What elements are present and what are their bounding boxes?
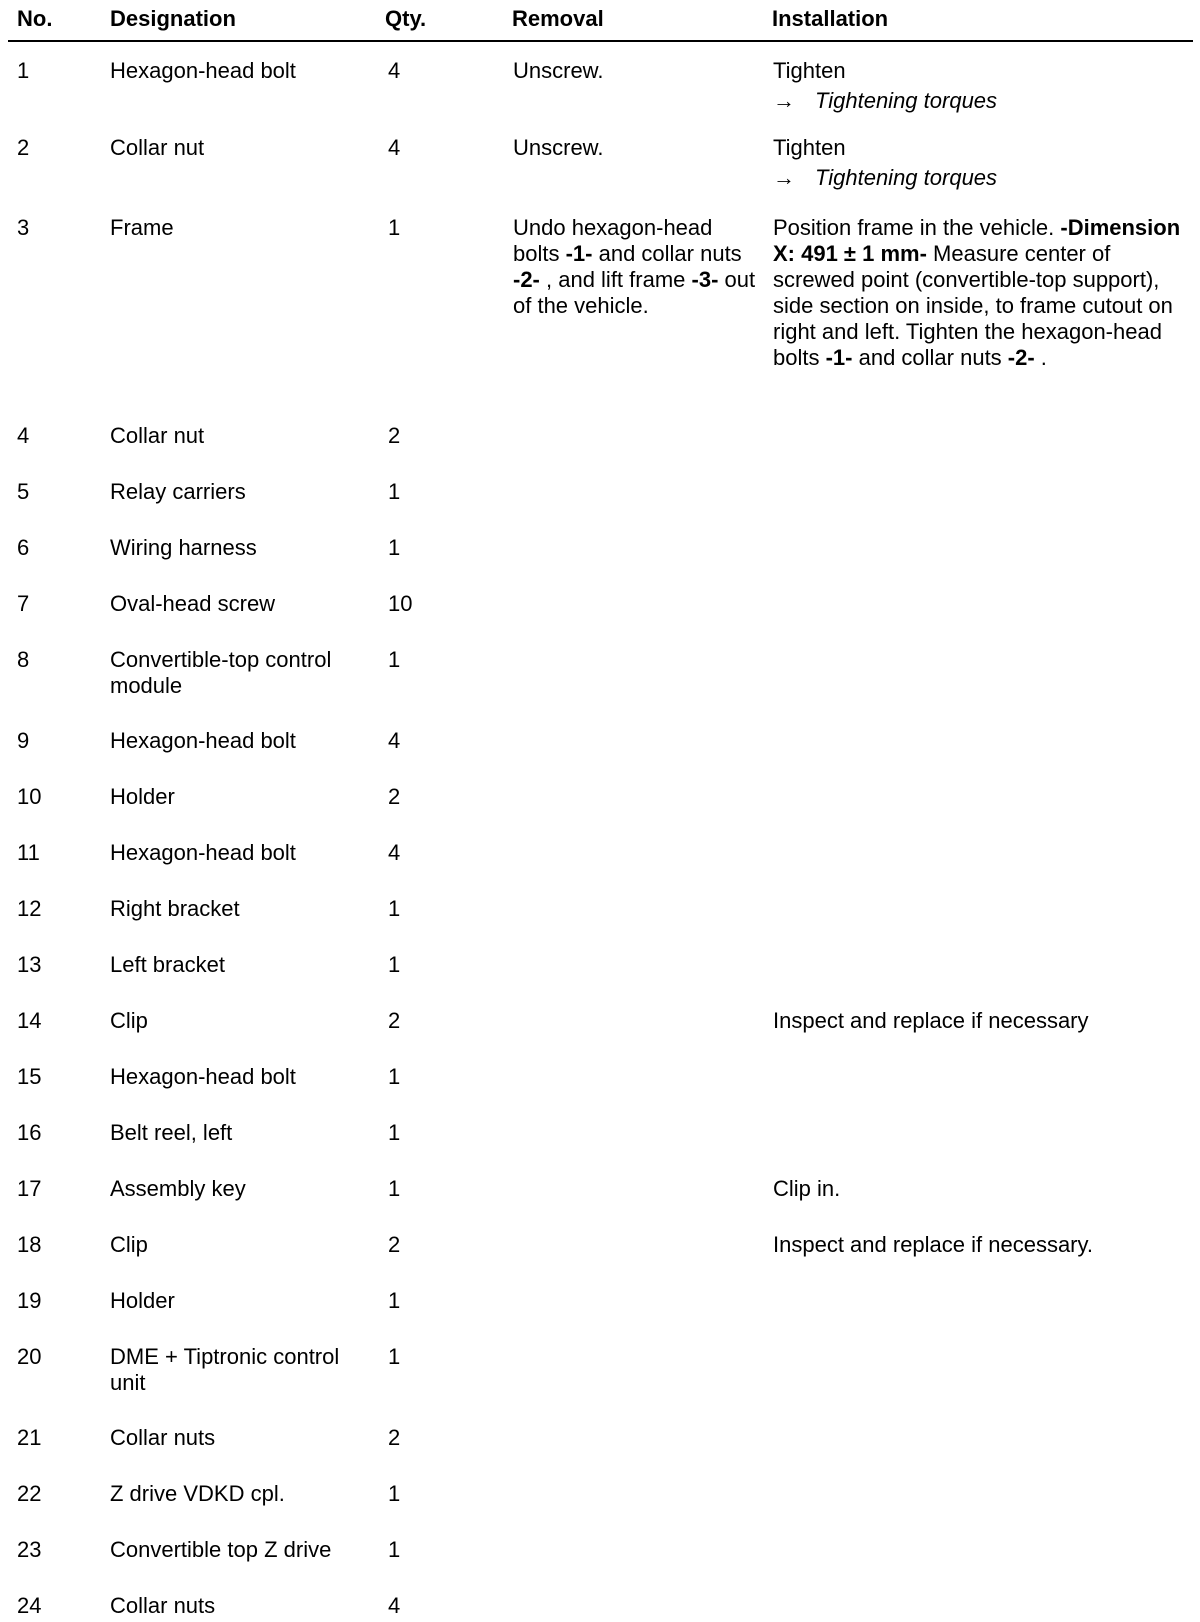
row-number: 14 bbox=[17, 1008, 42, 1033]
row-number: 15 bbox=[17, 1064, 42, 1089]
row-designation: Holder bbox=[110, 784, 175, 809]
row-qty: 1 bbox=[388, 535, 401, 560]
row-designation: Assembly key bbox=[110, 1176, 246, 1201]
row-number: 5 bbox=[17, 479, 30, 504]
row-qty: 2 bbox=[388, 1232, 401, 1257]
arrow-right-icon: → bbox=[773, 165, 795, 190]
row-number: 22 bbox=[17, 1481, 42, 1506]
row-qty: 2 bbox=[388, 1425, 401, 1450]
row-qty: 10 bbox=[388, 591, 413, 616]
tightening-torques-link[interactable] bbox=[773, 88, 1193, 114]
row-qty: 1 bbox=[388, 1537, 401, 1562]
row-number: 7 bbox=[17, 591, 30, 616]
row-qty: 1 bbox=[388, 1481, 401, 1506]
row-qty: 2 bbox=[388, 784, 401, 809]
row-number: 10 bbox=[17, 784, 42, 809]
installation-text: and collar nuts bbox=[852, 345, 1008, 370]
row-number: 11 bbox=[17, 840, 40, 865]
row-qty: 4 bbox=[388, 728, 401, 753]
row-designation: Collar nuts bbox=[110, 1425, 216, 1450]
row-designation: Hexagon-head bolt bbox=[110, 58, 296, 83]
row-designation: Collar nuts bbox=[110, 1593, 216, 1618]
row-designation: Holder bbox=[110, 1288, 175, 1313]
row-designation: Clip bbox=[110, 1232, 148, 1257]
row-removal bbox=[513, 215, 763, 319]
link-text: Tightening torques bbox=[815, 88, 998, 113]
row-designation: Frame bbox=[110, 215, 174, 240]
header-installation: Installation bbox=[772, 6, 889, 31]
item-reference: -3- bbox=[691, 267, 719, 292]
row-number: 19 bbox=[17, 1288, 42, 1313]
row-designation: Clip bbox=[110, 1008, 148, 1033]
row-designation: Right bracket bbox=[110, 896, 240, 921]
table-header bbox=[0, 6, 1200, 36]
header-qty: Qty. bbox=[385, 6, 427, 31]
row-qty: 1 bbox=[388, 1288, 401, 1313]
row-removal: Unscrew. bbox=[513, 135, 604, 160]
row-designation: Hexagon-head bolt bbox=[110, 728, 296, 753]
arrow-right-icon: → bbox=[773, 88, 795, 113]
row-number: 9 bbox=[17, 728, 30, 753]
row-number: 21 bbox=[17, 1425, 42, 1450]
row-number: 23 bbox=[17, 1537, 42, 1562]
item-reference: -2- bbox=[1007, 345, 1035, 370]
row-number: 16 bbox=[17, 1120, 42, 1145]
row-qty: 4 bbox=[388, 1593, 401, 1618]
row-designation: Convertible top Z drive bbox=[110, 1537, 332, 1562]
row-number: 8 bbox=[17, 647, 30, 672]
installation-text: Measure center of screwed point (convertible-top support), side section on inside, to frame cutout on right and left. Tighten the hexagon-head bolts bbox=[773, 241, 1173, 370]
row-number: 4 bbox=[17, 423, 30, 448]
row-designation: Wiring harness bbox=[110, 535, 257, 560]
item-reference: -1- bbox=[825, 345, 853, 370]
row-number: 6 bbox=[17, 535, 30, 560]
row-qty: 1 bbox=[388, 1120, 401, 1145]
row-qty: 1 bbox=[388, 952, 401, 977]
header-removal: Removal bbox=[512, 6, 604, 31]
installation-text: Tighten bbox=[773, 135, 846, 160]
row-number: 3 bbox=[17, 215, 30, 240]
row-designation: Collar nut bbox=[110, 135, 205, 160]
row-qty: 1 bbox=[388, 479, 401, 504]
header-designation: Designation bbox=[110, 6, 236, 31]
row-installation: Inspect and replace if necessary. bbox=[773, 1232, 1093, 1257]
row-designation: Convertible-top control module bbox=[110, 647, 332, 698]
tightening-torques-link[interactable] bbox=[773, 165, 1193, 191]
row-number: 2 bbox=[17, 135, 30, 160]
installation-text: Tighten bbox=[773, 58, 846, 83]
dimension-spec: -Dimension X: 491 ± 1 mm- bbox=[773, 215, 1181, 266]
row-installation bbox=[773, 135, 1193, 191]
row-designation: Left bracket bbox=[110, 952, 225, 977]
item-reference: -1- bbox=[565, 241, 593, 266]
row-qty: 4 bbox=[388, 58, 401, 83]
header-no: No. bbox=[17, 6, 53, 31]
row-qty: 4 bbox=[388, 135, 401, 160]
row-installation: Inspect and replace if necessary bbox=[773, 1008, 1089, 1033]
row-designation: Collar nut bbox=[110, 423, 205, 448]
row-designation: Hexagon-head bolt bbox=[110, 840, 296, 865]
row-qty: 1 bbox=[388, 1344, 401, 1369]
row-qty: 1 bbox=[388, 647, 401, 672]
row-number: 12 bbox=[17, 896, 42, 921]
installation-text: Position frame in the vehicle. bbox=[773, 215, 1061, 240]
row-number: 18 bbox=[17, 1232, 42, 1257]
row-designation: Hexagon-head bolt bbox=[110, 1064, 296, 1089]
row-designation: DME + Tiptronic control unit bbox=[110, 1344, 340, 1395]
header-rule bbox=[8, 40, 1193, 42]
row-installation bbox=[773, 215, 1193, 371]
row-number: 24 bbox=[17, 1593, 42, 1618]
row-installation bbox=[773, 58, 1193, 114]
removal-text: , and lift frame bbox=[539, 267, 692, 292]
item-reference: -2- bbox=[513, 267, 540, 292]
row-number: 20 bbox=[17, 1344, 42, 1369]
row-removal: Unscrew. bbox=[513, 58, 604, 83]
row-number: 1 bbox=[17, 58, 30, 83]
row-qty: 1 bbox=[388, 215, 401, 240]
row-number: 17 bbox=[17, 1176, 42, 1201]
link-text: Tightening torques bbox=[815, 165, 998, 190]
row-qty: 1 bbox=[388, 896, 401, 921]
row-qty: 2 bbox=[388, 1008, 401, 1033]
row-installation: Clip in. bbox=[773, 1176, 841, 1201]
row-designation: Relay carriers bbox=[110, 479, 246, 504]
row-designation: Z drive VDKD cpl. bbox=[110, 1481, 285, 1506]
row-designation: Oval-head screw bbox=[110, 591, 276, 616]
removal-text: and collar nuts bbox=[592, 241, 742, 266]
row-qty: 4 bbox=[388, 840, 401, 865]
row-qty: 1 bbox=[388, 1064, 401, 1089]
removal-text: Undo hexagon-head bolts bbox=[513, 215, 713, 266]
removal-text: out of the vehicle. bbox=[513, 267, 756, 318]
row-qty: 1 bbox=[388, 1176, 401, 1201]
row-qty: 2 bbox=[388, 423, 401, 448]
installation-text: . bbox=[1034, 345, 1047, 370]
row-designation: Belt reel, left bbox=[110, 1120, 233, 1145]
row-number: 13 bbox=[17, 952, 42, 977]
